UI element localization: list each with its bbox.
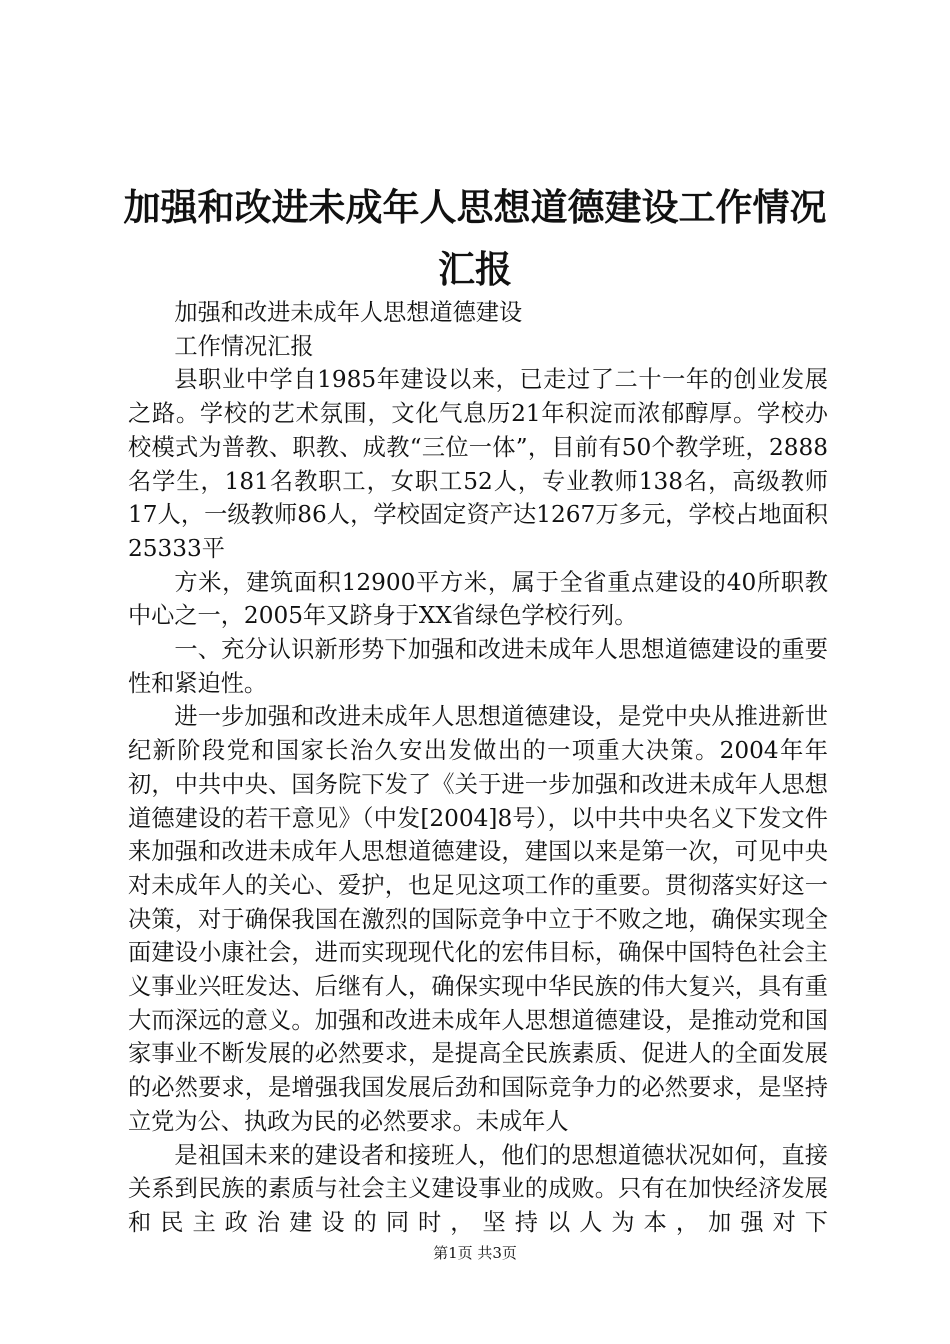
paragraph-section-heading-1: 一、充分认识新形势下加强和改进未成年人思想道德建设的重要性和紧迫性。 xyxy=(128,636,828,697)
document-title: 加强和改进未成年人思想道德建设工作情况汇报 xyxy=(123,185,827,291)
paragraph-school-intro-cont: 方米，建筑面积12900平方米，属于全省重点建设的40所职教中心之一，2005年又跻身于XX省绿色学校行列。 xyxy=(128,568,828,630)
paragraph-policy: 进一步加强和改进未成年人思想道德建设，是党中央从推进新世纪新阶段党和国家长治久安出发做出的一项重大决策。2004年年初，中共中央、国务院下发了《关于进一步加强和改进未成年人思想道德建设的若干意见》（中发[2004]8号），以中共中央名义下发文件来加强和改进未成年人思想道德建设，建国以来是第一次，可见中央对未成年人的关心、爱护，也足见这项工作的重要。贯彻落实好这一决策，对于确保我国在激烈的国际竞争中立于不败之地，确保实现全面建设小康社会，进而实现现代化的宏伟目标，确保中国特色社会主义事业兴旺发达、后继有人，确保实现中华民族的伟大复兴，具有重大而深远的意义。加强和改进未成年人思想道德建设，是推动党和国家事业不断发展的必然要求，是提高全民族素质、促进人的全面发展的必然要求，是增强我国发展后劲和国际竞争力的必然要求，是坚持立党为公、执政为民的必然要求。未成年人 xyxy=(128,703,828,1135)
paragraph-school-intro: 县职业中学自1985年建设以来，已走过了二十一年的创业发展之路。学校的艺术氛围，文化气息历21年积淀而浓郁醇厚。学校办校模式为普教、职教、成教“三位一体”，目前有50个教学班，2888名学生，181名教职工，女职工52人，专业教师138名，高级教师17人，一级教师86人，学校固定资产达1267万多元，学校占地面积25333平 xyxy=(128,366,828,562)
document-body xyxy=(128,296,828,1240)
paragraph-subtitle-line2: 工作情况汇报 xyxy=(174,332,314,360)
paragraph-future-builders: 是祖国未来的建设者和接班人，他们的思想道德状况如何，直接关系到民族的素质与社会主义建设事业的成败。只有在加快经济发展和民主政治建设的同时，坚持以人为本，加强对下 xyxy=(128,1141,828,1236)
page-footer: 第1页 共3页 xyxy=(433,1244,517,1262)
paragraph-subtitle-line1: 加强和改进未成年人思想道德建设 xyxy=(174,299,523,326)
